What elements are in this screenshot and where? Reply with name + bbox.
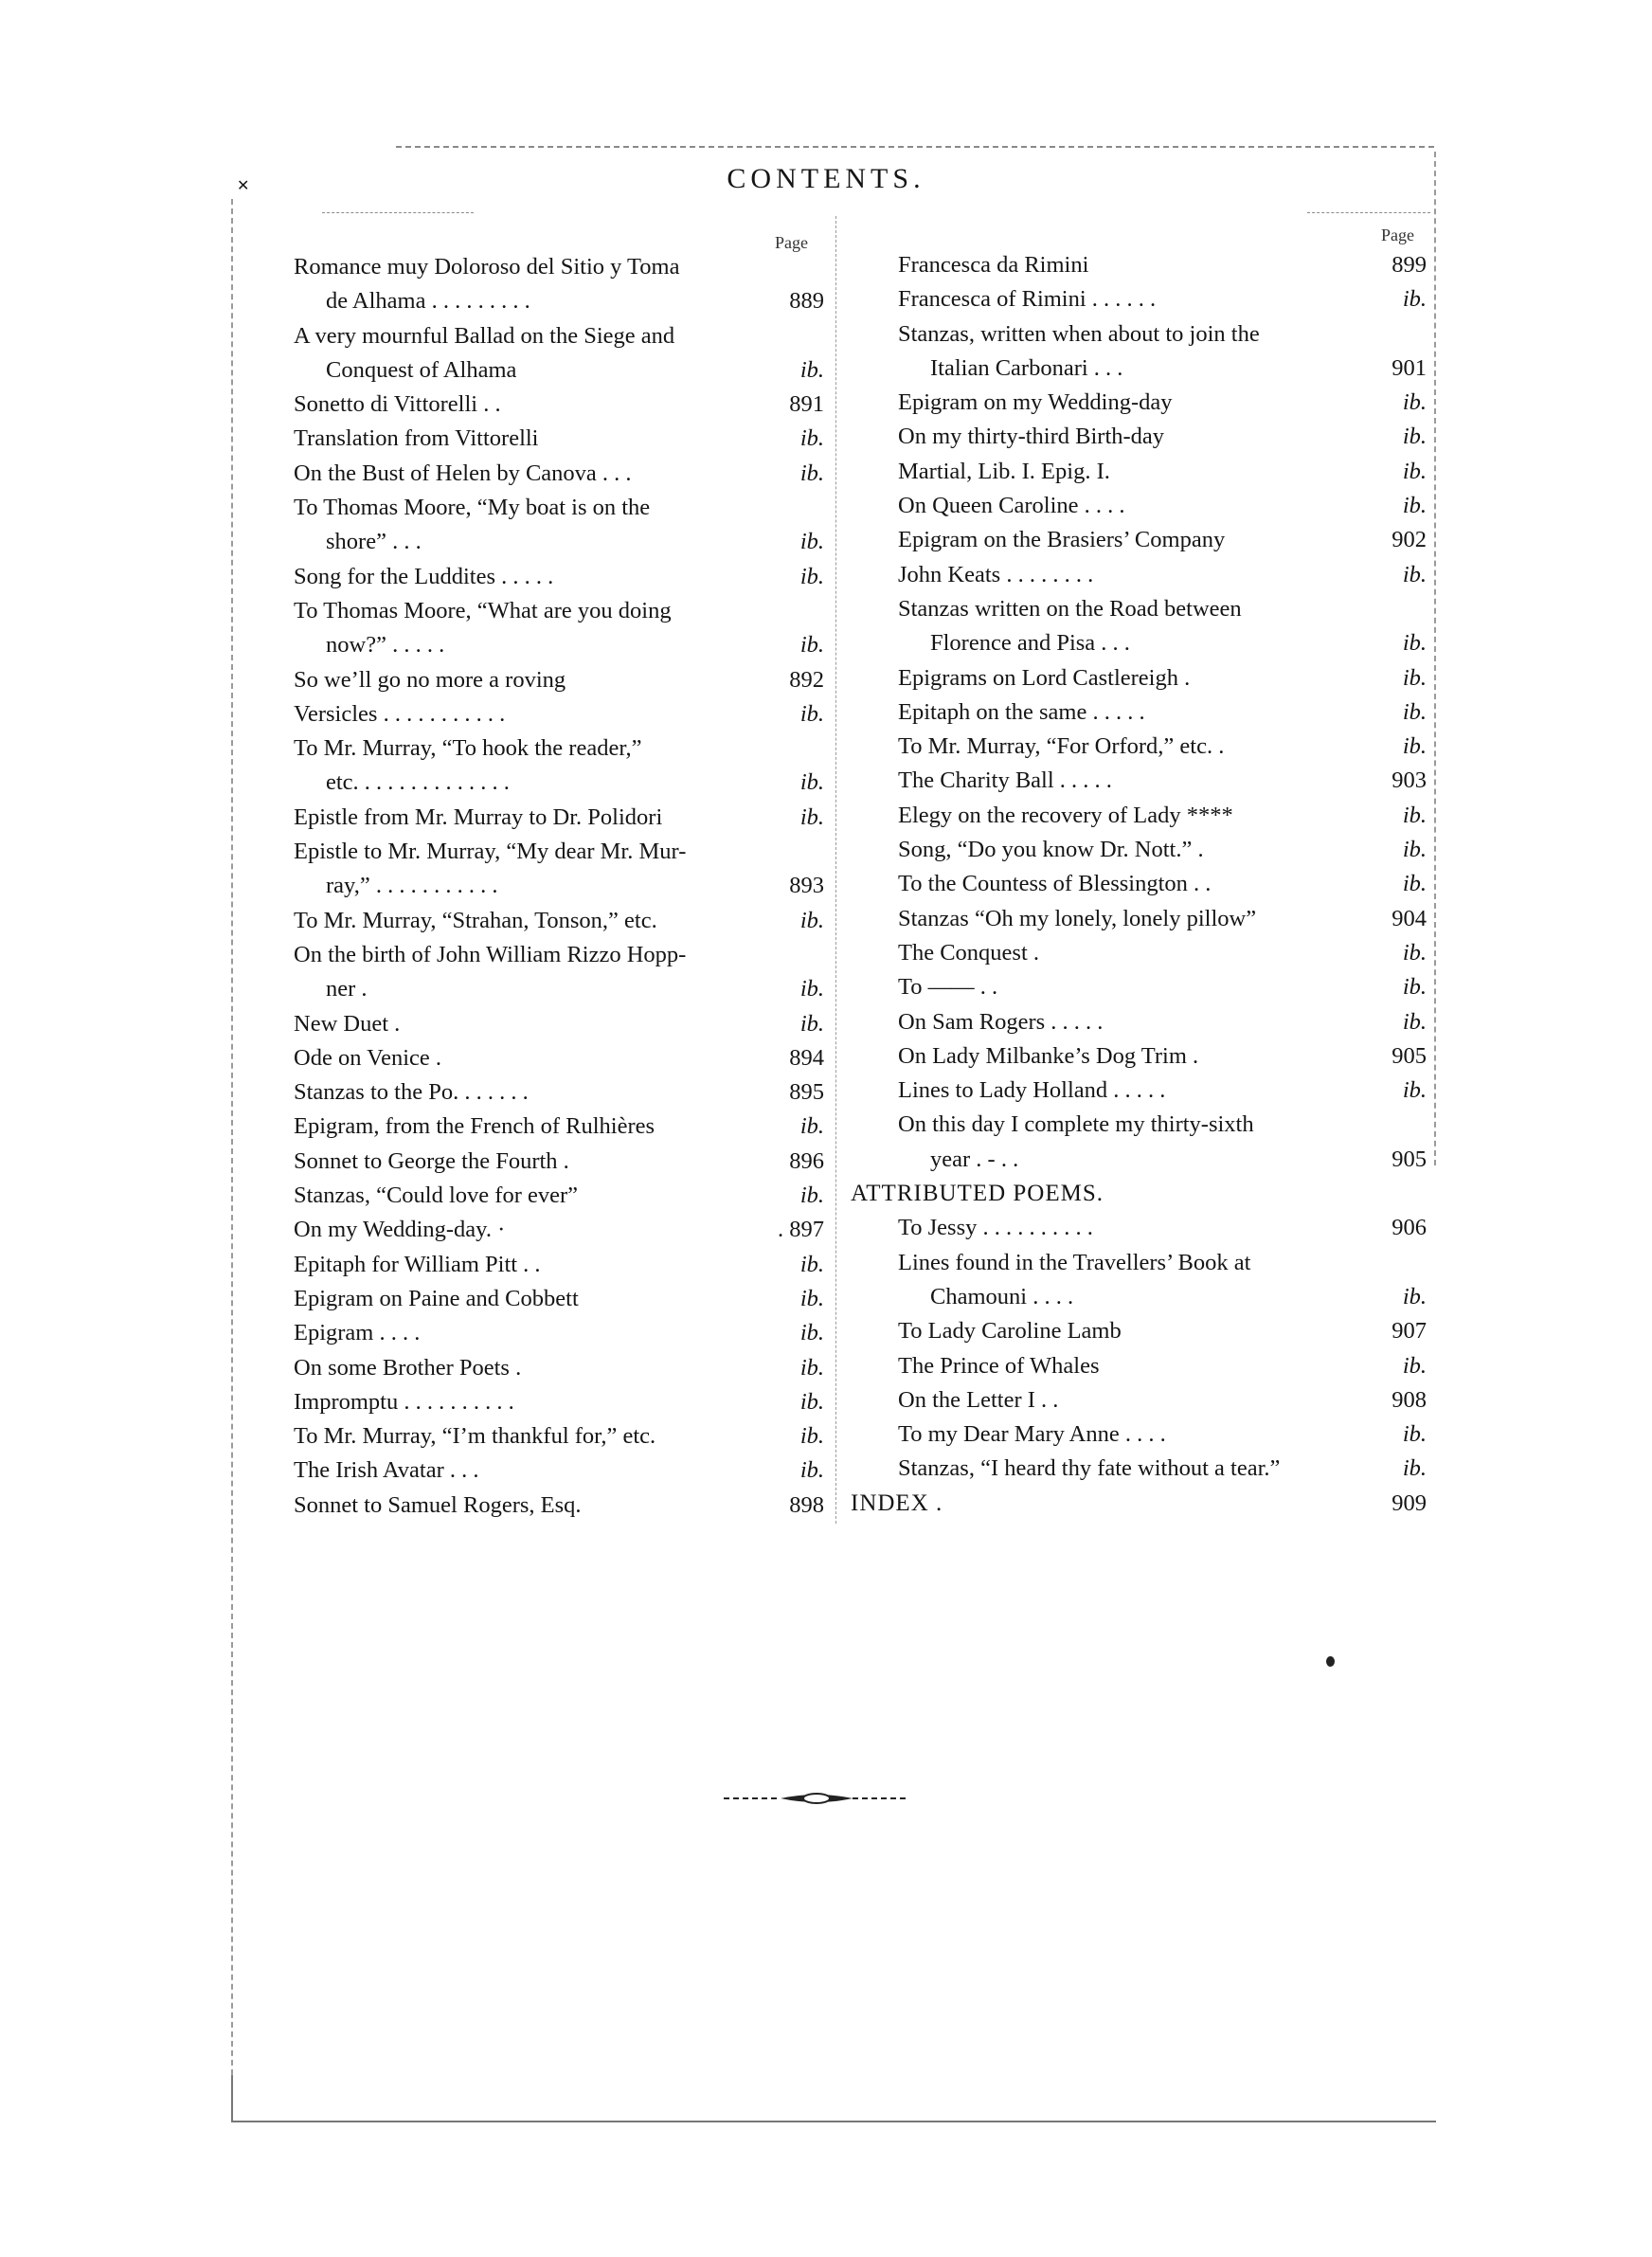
right-column	[851, 248, 1427, 1521]
entry-page: ib.	[1402, 630, 1427, 657]
title-underline-left	[322, 212, 474, 213]
entry-title: Stanzas, “Could love for ever”	[294, 1183, 579, 1209]
toc-entry	[898, 1383, 1427, 1417]
entry-title: The Irish Avatar . . .	[294, 1457, 479, 1484]
entry-title: To Mr. Murray, “To hook the reader,”	[294, 735, 642, 762]
entry-title: On my Wedding-day. ·	[294, 1217, 506, 1243]
toc-entry	[294, 1316, 824, 1350]
entry-title: Stanzas, “I heard thy fate without a tear.”	[898, 1455, 1281, 1482]
toc-entry	[294, 938, 824, 972]
toc-entry	[898, 489, 1427, 523]
entry-page: ib.	[799, 1354, 824, 1381]
entry-page: ib.	[1402, 458, 1427, 484]
entry-page: ib.	[1402, 1421, 1427, 1448]
toc-entry	[294, 422, 824, 456]
ornament-divider	[724, 1791, 909, 1806]
entry-page: ib.	[799, 700, 824, 727]
entry-title: Epitaph for William Pitt . .	[294, 1251, 541, 1277]
entry-page: ib.	[1402, 1077, 1427, 1104]
entry-page: ib.	[1402, 424, 1427, 450]
entry-page: ib.	[799, 425, 824, 452]
entry-page: ib.	[1402, 561, 1427, 587]
entry-title: On the Bust of Helen by Canova . . .	[294, 460, 632, 486]
toc-entry	[294, 457, 824, 491]
entry-title: On some Brother Poets .	[294, 1354, 522, 1381]
entry-title: On my thirty-third Birth-day	[898, 424, 1165, 450]
entry-page: ib.	[1402, 939, 1427, 966]
toc-entry	[898, 317, 1427, 352]
bottom-left-frame	[231, 2075, 233, 2121]
toc-entry	[294, 731, 824, 766]
toc-entry	[294, 1282, 824, 1316]
entry-title: On Sam Rogers . . . . .	[898, 1008, 1104, 1035]
entry-title: Romance muy Doloroso del Sitio y Toma	[294, 254, 680, 280]
entry-title: To Mr. Murray, “I’m thankful for,” etc.	[294, 1423, 656, 1450]
left-margin-rule	[231, 199, 233, 2113]
entry-title: On the birth of John William Rizzo Hopp-	[294, 941, 687, 967]
entry-title: Epigram on Paine and Cobbett	[294, 1285, 579, 1311]
toc-entry	[898, 764, 1427, 798]
toc-entry	[294, 525, 824, 559]
entry-page: ib.	[1402, 698, 1427, 725]
toc-entry	[294, 250, 824, 284]
entry-title: Lines to Lady Holland . . . . .	[898, 1077, 1166, 1104]
entry-title: Florence and Pisa . . .	[930, 630, 1130, 657]
entry-title: On the Letter I . .	[898, 1386, 1059, 1413]
entry-page: 889	[789, 288, 824, 315]
entry-page: 909	[1392, 1490, 1427, 1516]
entry-title: To Jessy . . . . . . . . . .	[898, 1215, 1093, 1241]
toc-entry	[898, 1452, 1427, 1486]
toc-entry	[898, 833, 1427, 867]
top-rule	[396, 146, 1434, 148]
entry-title: To Thomas Moore, “What are you doing	[294, 597, 672, 623]
toc-entry	[898, 1039, 1427, 1074]
entry-title: Epigram . . . .	[294, 1320, 421, 1346]
section-heading	[851, 1177, 1427, 1211]
entry-page: ib.	[799, 1388, 824, 1415]
entry-title: Sonnet to George the Fourth .	[294, 1147, 569, 1174]
toc-entry	[898, 386, 1427, 420]
toc-entry	[294, 1454, 824, 1488]
entry-page: ib.	[1402, 389, 1427, 416]
entry-page: 895	[789, 1079, 824, 1106]
toc-entry	[294, 560, 824, 594]
toc-entry	[294, 1007, 824, 1041]
toc-entry	[898, 248, 1427, 282]
entry-title: The Conquest .	[898, 939, 1040, 966]
entry-title: Epitaph on the same . . . . .	[898, 698, 1145, 725]
toc-entry	[898, 1246, 1427, 1280]
section-heading	[851, 1487, 1427, 1521]
toc-entry	[294, 1385, 824, 1419]
entry-page: ib.	[799, 1010, 824, 1037]
entry-title: Epigram, from the French of Rulhières	[294, 1113, 655, 1140]
toc-entry	[898, 352, 1427, 386]
entry-page: 898	[789, 1491, 824, 1518]
entry-page: ib.	[799, 907, 824, 933]
entry-page: 892	[789, 666, 824, 693]
toc-entry	[898, 936, 1427, 970]
entry-page: ib.	[1402, 802, 1427, 828]
toc-entry	[898, 626, 1427, 660]
column-divider	[835, 216, 836, 1524]
entry-title: Martial, Lib. I. Epig. I.	[898, 458, 1110, 484]
entry-title: A very mournful Ballad on the Siege and	[294, 322, 675, 349]
entry-title: Sonnet to Samuel Rogers, Esq.	[294, 1491, 582, 1518]
toc-entry	[898, 1280, 1427, 1314]
entry-page: ib.	[799, 803, 824, 830]
entry-title: Lines found in the Travellers’ Book at	[898, 1249, 1251, 1275]
toc-entry	[898, 695, 1427, 730]
toc-entry	[294, 663, 824, 697]
entry-page: . 897	[778, 1217, 824, 1243]
toc-entry	[294, 1145, 824, 1179]
entry-page: 896	[789, 1147, 824, 1174]
entry-page: 902	[1392, 527, 1427, 553]
entry-title: To Mr. Murray, “Strahan, Tonson,” etc.	[294, 907, 657, 933]
toc-entry	[898, 523, 1427, 557]
entry-page: ib.	[799, 1320, 824, 1346]
toc-entry	[898, 661, 1427, 695]
left-column	[294, 250, 824, 1523]
entry-title: INDEX .	[851, 1490, 943, 1516]
toc-entry	[898, 970, 1427, 1004]
toc-entry	[294, 594, 824, 628]
entry-title: Epigrams on Lord Castlereigh .	[898, 664, 1191, 691]
right-margin-rule	[1434, 152, 1436, 1165]
entry-title: de Alhama . . . . . . . . .	[326, 288, 530, 315]
toc-entry	[294, 904, 824, 938]
entry-title: On Queen Caroline . . . .	[898, 493, 1125, 519]
entry-title: The Prince of Whales	[898, 1352, 1100, 1379]
page-label-right: Page	[1381, 226, 1414, 244]
entry-page: ib.	[1402, 493, 1427, 519]
entry-page: 906	[1392, 1215, 1427, 1241]
entry-title: Stanzas written on the Road between	[898, 595, 1242, 622]
entry-page: ib.	[799, 529, 824, 555]
entry-page: ib.	[799, 1285, 824, 1311]
toc-entry	[898, 867, 1427, 901]
entry-title: year . - . .	[930, 1146, 1019, 1172]
entry-title: The Charity Ball . . . . .	[898, 767, 1112, 794]
entry-page: ib.	[799, 1113, 824, 1140]
entry-title: ray,” . . . . . . . . . . .	[326, 873, 498, 899]
entry-title: now?” . . . . .	[326, 632, 445, 659]
entry-page: 894	[789, 1044, 824, 1071]
entry-title: Francesca da Rimini	[898, 252, 1089, 278]
entry-page: ib.	[1402, 286, 1427, 313]
toc-entry	[294, 1248, 824, 1282]
entry-title: Sonetto di Vittorelli . .	[294, 391, 501, 418]
toc-entry	[898, 902, 1427, 936]
entry-page: ib.	[1402, 871, 1427, 897]
toc-entry	[294, 1213, 824, 1247]
entry-title: Ode on Venice .	[294, 1044, 442, 1071]
toc-entry	[294, 1419, 824, 1454]
entry-title: To Thomas Moore, “My boat is on the	[294, 495, 651, 521]
toc-entry	[898, 730, 1427, 764]
toc-entry	[898, 1108, 1427, 1142]
toc-entry	[898, 558, 1427, 592]
entry-page: ib.	[799, 460, 824, 486]
entry-title: On Lady Milbanke’s Dog Trim .	[898, 1042, 1199, 1069]
toc-entry	[294, 766, 824, 800]
toc-entry	[294, 284, 824, 318]
entry-page: ib.	[1402, 1008, 1427, 1035]
entry-page: 907	[1392, 1318, 1427, 1345]
toc-entry	[294, 628, 824, 662]
entry-page: 905	[1392, 1042, 1427, 1069]
entry-title: Epigram on my Wedding-day	[898, 389, 1173, 416]
entry-title: Song for the Luddites . . . . .	[294, 563, 554, 589]
entry-title: Song, “Do you know Dr. Nott.” .	[898, 837, 1204, 863]
entry-title: On this day I complete my thirty-sixth	[898, 1111, 1254, 1138]
entry-page: ib.	[799, 563, 824, 589]
entry-title: Epigram on the Brasiers’ Company	[898, 527, 1226, 553]
entry-page: ib.	[799, 769, 824, 796]
corner-mark: ✕	[237, 178, 250, 194]
toc-entry	[898, 1349, 1427, 1383]
entry-title: New Duet .	[294, 1010, 401, 1037]
entry-page: ib.	[1402, 837, 1427, 863]
toc-entry	[294, 1041, 824, 1075]
entry-title: Elegy on the recovery of Lady ****	[898, 802, 1233, 828]
toc-entry	[898, 1417, 1427, 1452]
toc-entry	[294, 1489, 824, 1523]
entry-title: Epistle to Mr. Murray, “My dear Mr. Mur-	[294, 839, 687, 865]
entry-page: ib.	[1402, 1455, 1427, 1482]
entry-page: 908	[1392, 1386, 1427, 1413]
entry-title: etc. . . . . . . . . . . . . .	[326, 769, 510, 796]
toc-entry	[294, 801, 824, 835]
toc-entry	[898, 1211, 1427, 1245]
toc-entry	[294, 972, 824, 1006]
entry-title: To the Countess of Blessington . .	[898, 871, 1212, 897]
entry-title: shore” . . .	[326, 529, 422, 555]
toc-entry	[898, 1143, 1427, 1177]
entry-title: Chamouni . . . .	[930, 1283, 1074, 1309]
entry-title: Conquest of Alhama	[326, 356, 517, 383]
entry-title: ner .	[326, 976, 368, 1002]
toc-entry	[898, 282, 1427, 316]
toc-entry	[898, 455, 1427, 489]
toc-entry	[294, 319, 824, 353]
entry-page: 899	[1392, 252, 1427, 278]
entry-page: 891	[789, 391, 824, 418]
entry-title: To —— . .	[898, 974, 998, 1001]
toc-entry	[294, 1110, 824, 1144]
toc-entry	[294, 1351, 824, 1385]
toc-entry	[898, 1074, 1427, 1108]
title-underline-right	[1307, 212, 1430, 213]
entry-title: Italian Carbonari . . .	[930, 354, 1123, 381]
toc-entry	[294, 1075, 824, 1110]
bottom-frame-rule	[231, 2121, 1436, 2122]
entry-title: Stanzas, written when about to join the	[898, 320, 1260, 347]
entry-page: 901	[1392, 354, 1427, 381]
entry-title: Impromptu . . . . . . . . . .	[294, 1388, 514, 1415]
entry-title: ATTRIBUTED POEMS.	[851, 1181, 1104, 1207]
entry-page: 903	[1392, 767, 1427, 794]
entry-page: ib.	[1402, 664, 1427, 691]
entry-title: So we’ll go no more a roving	[294, 666, 566, 693]
entry-page: ib.	[1402, 1283, 1427, 1309]
toc-entry	[898, 592, 1427, 626]
entry-page: ib.	[799, 1457, 824, 1484]
ink-dot	[1326, 1656, 1335, 1667]
entry-title: To my Dear Mary Anne . . . .	[898, 1421, 1166, 1448]
entry-page: ib.	[1402, 733, 1427, 760]
toc-entry	[294, 697, 824, 731]
entry-title: To Mr. Murray, “For Orford,” etc. .	[898, 733, 1225, 760]
toc-entry	[294, 835, 824, 869]
entry-title: Stanzas “Oh my lonely, lonely pillow”	[898, 905, 1257, 931]
page-label-left: Page	[775, 233, 808, 252]
toc-entry	[294, 1179, 824, 1213]
entry-page: 893	[789, 873, 824, 899]
entry-title: Francesca of Rimini . . . . . .	[898, 286, 1157, 313]
entry-title: Stanzas to the Po. . . . . . .	[294, 1079, 529, 1106]
entry-page: ib.	[1402, 974, 1427, 1001]
toc-entry	[294, 353, 824, 388]
entry-title: To Lady Caroline Lamb	[898, 1318, 1122, 1345]
page-title: CONTENTS.	[727, 163, 925, 194]
toc-entry	[898, 1314, 1427, 1348]
entry-page: ib.	[1402, 1352, 1427, 1379]
entry-title: Epistle from Mr. Murray to Dr. Polidori	[294, 803, 663, 830]
entry-page: 905	[1392, 1146, 1427, 1172]
entry-page: ib.	[799, 1251, 824, 1277]
toc-entry	[898, 1005, 1427, 1039]
toc-entry	[294, 869, 824, 903]
entry-title: Versicles . . . . . . . . . . .	[294, 700, 506, 727]
entry-page: ib.	[799, 1183, 824, 1209]
entry-title: Translation from Vittorelli	[294, 425, 539, 452]
entry-page: ib.	[799, 976, 824, 1002]
entry-page: ib.	[799, 632, 824, 659]
toc-entry	[898, 799, 1427, 833]
entry-page: ib.	[799, 356, 824, 383]
entry-title: John Keats . . . . . . . .	[898, 561, 1094, 587]
toc-entry	[294, 491, 824, 525]
toc-entry	[294, 388, 824, 422]
toc-entry	[898, 420, 1427, 454]
entry-page: ib.	[799, 1423, 824, 1450]
entry-page: 904	[1392, 905, 1427, 931]
